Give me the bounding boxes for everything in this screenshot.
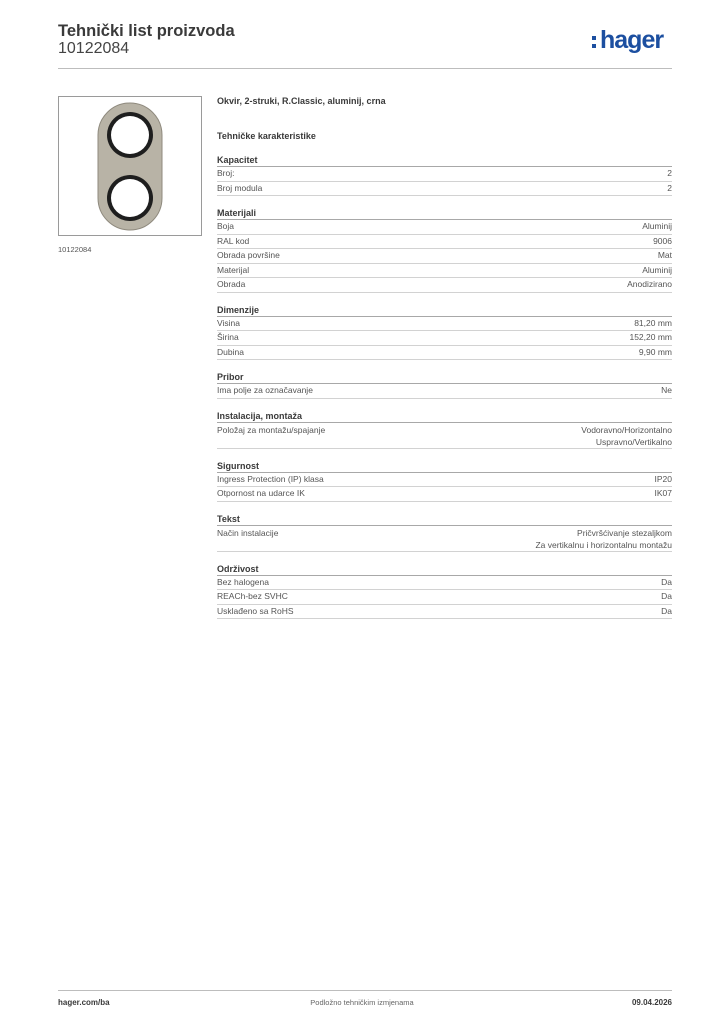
section-title: Dimenzije xyxy=(217,304,672,317)
footer-divider xyxy=(58,990,672,991)
spec-section xyxy=(217,304,672,361)
section-title: Sigurnost xyxy=(217,460,672,473)
spec-row xyxy=(217,605,672,620)
spec-row xyxy=(217,487,672,502)
spec-value xyxy=(581,424,672,448)
hager-logo xyxy=(592,28,674,58)
spec-value-line: 2 xyxy=(667,168,672,178)
spec-value-line: Anodizirano xyxy=(627,279,672,289)
spec-label: Ingress Protection (IP) klasa xyxy=(217,473,324,484)
spec-value xyxy=(667,167,672,179)
spec-value-line: 9,90 mm xyxy=(638,346,672,357)
spec-label: Otpornost na udarce IK xyxy=(217,488,305,498)
spec-label: Broj modula xyxy=(217,182,263,193)
spec-label: Bez halogena xyxy=(217,576,269,587)
spec-section xyxy=(217,563,672,620)
spec-value xyxy=(535,527,672,551)
spec-row xyxy=(217,264,672,279)
logo-text: hager xyxy=(600,26,664,54)
spec-value-line: Vodoravno/Horizontalno xyxy=(581,424,672,435)
spec-label: Dubina xyxy=(217,346,244,357)
document-title: Tehnički list proizvoda xyxy=(58,22,235,40)
section-title: Pribor xyxy=(217,371,672,384)
spec-value xyxy=(642,220,672,232)
product-code-header: 10122084 xyxy=(58,40,130,57)
spec-row xyxy=(217,590,672,605)
spec-section xyxy=(217,410,672,449)
spec-row xyxy=(217,473,672,488)
section-title: Tekst xyxy=(217,513,672,526)
spec-row xyxy=(217,249,672,264)
spec-value xyxy=(661,576,672,588)
spec-section xyxy=(217,460,672,502)
spec-value xyxy=(661,590,672,602)
spec-label: Širina xyxy=(217,332,239,342)
spec-label: Obrada xyxy=(217,279,246,289)
spec-value-line: IP20 xyxy=(654,473,672,484)
spec-value xyxy=(655,487,673,499)
spec-value xyxy=(655,473,673,485)
spec-label: RAL kod xyxy=(217,235,250,246)
spec-value xyxy=(634,317,672,329)
spec-value-line: Pričvršćivanje stezaljkom xyxy=(577,527,672,538)
spec-value-line: Da xyxy=(661,591,672,601)
spec-row xyxy=(217,235,672,250)
spec-section xyxy=(217,513,672,552)
footer-website[interactable]: hager.com/ba xyxy=(58,998,110,1007)
spec-content xyxy=(217,96,672,619)
spec-value xyxy=(661,384,672,396)
spec-label: Materijal xyxy=(217,264,250,275)
spec-row xyxy=(217,182,672,197)
spec-row xyxy=(217,526,672,552)
spec-row xyxy=(217,167,672,182)
product-title: Okvir, 2-struki, R.Classic, aluminij, crna xyxy=(217,96,386,106)
spec-label: Obrada površine xyxy=(217,250,280,260)
spec-row xyxy=(217,220,672,235)
spec-label: Položaj za montažu/spajanje xyxy=(217,424,326,435)
spec-value-line: Da xyxy=(661,576,672,587)
spec-value xyxy=(667,182,672,194)
spec-row xyxy=(217,346,672,361)
spec-value xyxy=(653,235,672,247)
spec-value-line: 81,20 mm xyxy=(634,317,672,328)
spec-value-line: Mat xyxy=(657,250,672,260)
logo-dot-top xyxy=(592,36,596,40)
spec-row xyxy=(217,317,672,332)
spec-label: Način instalacije xyxy=(217,527,279,538)
spec-value xyxy=(629,331,672,343)
spec-row xyxy=(217,278,672,293)
specs-heading: Tehničke karakteristike xyxy=(217,131,316,141)
spec-value-line: 152,20 mm xyxy=(629,332,672,342)
spec-row xyxy=(217,423,672,449)
spec-value-line: Za vertikalnu i horizontalnu montažu xyxy=(535,539,672,550)
spec-row xyxy=(217,384,672,399)
double-frame-icon xyxy=(59,97,201,235)
spec-label: Usklađeno sa RoHS xyxy=(217,605,294,616)
spec-section xyxy=(217,371,672,399)
spec-value xyxy=(639,346,672,358)
spec-row xyxy=(217,576,672,591)
spec-section xyxy=(217,154,672,196)
spec-value-line: 9006 xyxy=(653,235,672,246)
footer-note: Podložno tehničkim izmjenama xyxy=(310,998,414,1007)
spec-value xyxy=(627,278,672,290)
spec-value-line: IK07 xyxy=(654,488,672,498)
footer-date: 09.04.2026 xyxy=(631,998,672,1007)
image-caption: 10122084 xyxy=(58,245,92,254)
spec-label: REACh-bez SVHC xyxy=(217,591,288,601)
logo-dot-bottom xyxy=(592,44,596,48)
spec-value-line: Aluminij xyxy=(642,264,672,275)
spec-value xyxy=(661,605,672,617)
spec-row xyxy=(217,331,672,346)
spec-value-line: Uspravno/Vertikalno xyxy=(595,436,672,447)
section-title: Kapacitet xyxy=(217,154,672,167)
spec-section xyxy=(217,207,672,293)
spec-label: Boja xyxy=(217,221,235,231)
spec-value-line: Aluminij xyxy=(642,221,672,231)
spec-label: Broj: xyxy=(217,168,235,178)
spec-sections xyxy=(217,154,672,619)
section-title: Materijali xyxy=(217,207,672,220)
section-title: Instalacija, montaža xyxy=(217,410,672,423)
spec-value xyxy=(658,249,672,261)
spec-value-line: Da xyxy=(661,605,672,616)
spec-value-line: 2 xyxy=(667,182,672,193)
section-title: Održivost xyxy=(217,563,672,576)
product-image xyxy=(58,96,202,236)
spec-label: Ima polje za označavanje xyxy=(217,385,313,395)
spec-value xyxy=(642,264,672,276)
spec-value-line: Ne xyxy=(661,385,672,395)
spec-label: Visina xyxy=(217,317,240,328)
header-divider xyxy=(58,68,672,69)
